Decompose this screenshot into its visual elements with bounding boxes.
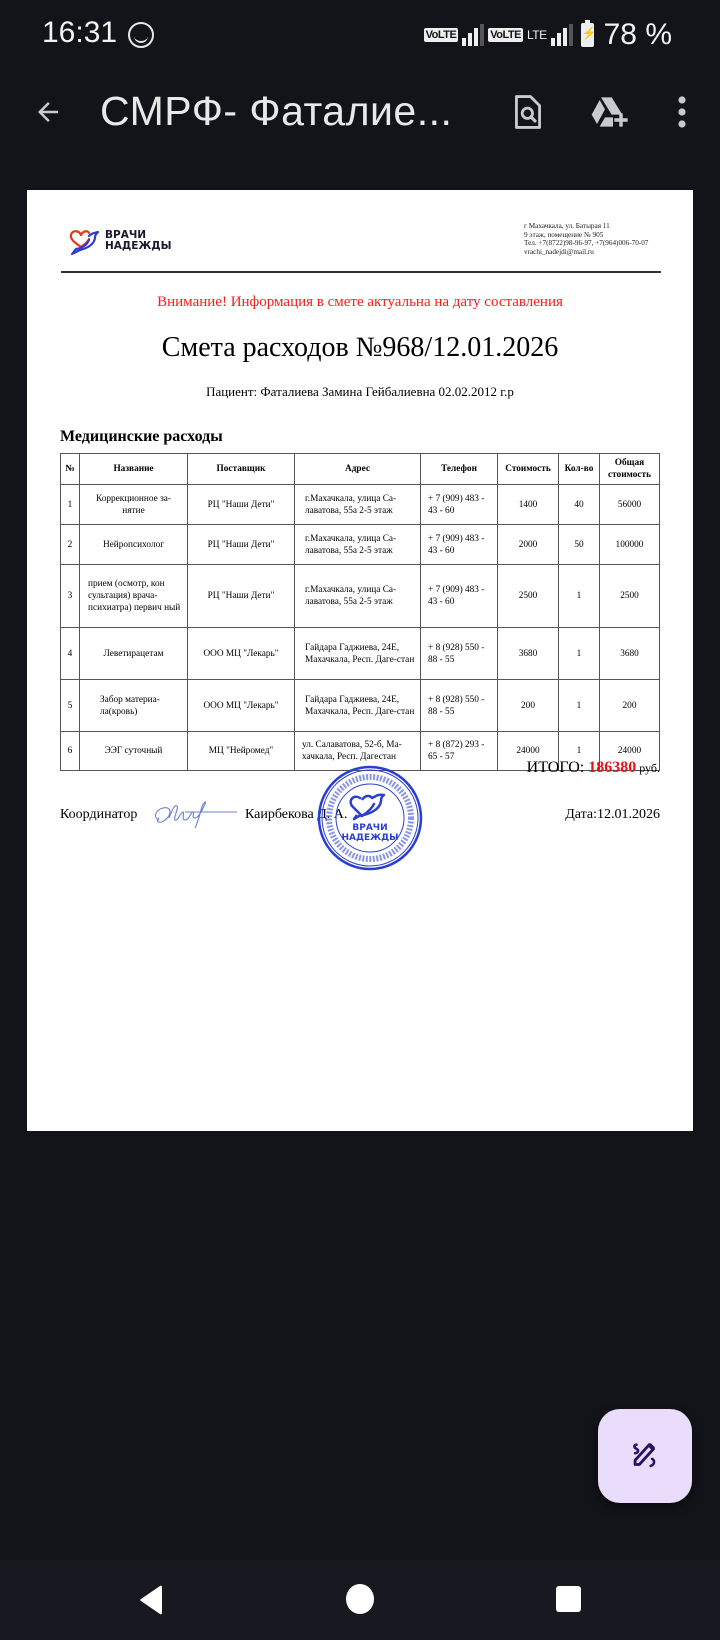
- organization-contacts: г Махачкала, ул. Батырая 11 9 этаж, помещение № 905 Тел. +7(8722)98-96-97, +7(964)006-70-07 vrachi_nadejdi@mail.ru: [524, 222, 649, 256]
- lte-icon: LTE: [526, 28, 547, 42]
- col-header-num: №: [61, 454, 80, 485]
- table-row: 3 прием (осмотр, кон сультация) врача-психиатра) первич ный РЦ "Наши Дети" г.Махачкала, улица Са-лаватова, 55а 2-5 этаж + 7 (909) 483 - 43 - 60 2500 1 2500: [61, 565, 660, 628]
- warning-notice: Внимание! Информация в смете актуальна на дату составления: [157, 294, 563, 310]
- battery-percent: 78 %: [603, 18, 672, 51]
- table-row: 5 Забор материа-ла(кровь) ООО МЦ "Лекарь" Гайдара Гаджиева, 24Е, Махачкала, Респ. Даге-стан + 8 (928) 550 - 88 - 55 200 1 200: [61, 680, 660, 732]
- dnd-icon: [128, 22, 154, 48]
- total-amount: 186380: [588, 759, 637, 776]
- signal-icon-sim2: [551, 24, 573, 46]
- nav-recents-icon[interactable]: [556, 1586, 581, 1612]
- status-time: 16:31: [42, 16, 118, 49]
- header-divider: [61, 271, 661, 273]
- table-row: 1 Коррекционное за-нятие РЦ "Наши Дети" г.Махачкала, улица Са-лаватова, 55а 2-5 этаж + 7 (909) 483 - 43 - 60 1400 40 56000: [61, 485, 660, 525]
- battery-charging-icon: [581, 23, 594, 47]
- coordinator-label: Координатор: [60, 807, 138, 822]
- logo-text: ВРАЧИ НАДЕЖДЫ: [105, 229, 172, 252]
- document-date: Дата:12.01.2026: [565, 807, 660, 822]
- heart-dove-logo-icon: [65, 226, 99, 256]
- more-vert-icon: [677, 95, 687, 129]
- nav-home-icon[interactable]: [346, 1584, 374, 1614]
- back-arrow-icon: [33, 97, 63, 127]
- signature-icon: [145, 790, 241, 838]
- signal-icon-sim1: [462, 24, 484, 46]
- status-bar: [0, 0, 720, 70]
- back-button[interactable]: [26, 90, 70, 134]
- col-header-qty: Кол-во: [559, 454, 600, 485]
- document-title: СМРФ- Фаталие...: [100, 88, 453, 134]
- organization-logo: [65, 226, 172, 256]
- volte-icon: VoLTE: [490, 29, 521, 41]
- pdf-page: [27, 190, 693, 1131]
- annotate-fab[interactable]: [598, 1409, 692, 1503]
- table-row: 6 ЭЭГ суточный МЦ "Нейромед" ул. Салаватова, 52-б, Ма-хачкала, Респ. Дагестан + 8 (872) 293 - 65 - 57 24000 1 24000: [61, 732, 660, 771]
- patient-info: Пациент: Фаталиева Замина Гейбалиевна 02.02.2012 г.р: [206, 384, 514, 399]
- estimate-title: Смета расходов №968/12.01.2026: [161, 332, 559, 363]
- svg-text:НАДЕЖДЫ: НАДЕЖДЫ: [341, 833, 399, 843]
- col-header-name: Название: [80, 454, 188, 485]
- status-icons: [424, 20, 672, 50]
- table-row: 4 Леветирацетам ООО МЦ "Лекарь" Гайдара Гаджиева, 24Е, Махачкала, Респ. Даге-стан + 8 (928) 550 - 88 - 55 3680 1 3680: [61, 628, 660, 680]
- app-bar: [0, 70, 720, 160]
- col-header-total: Общая стоимость: [600, 454, 660, 485]
- grand-total: ИТОГО: 186380 руб.: [526, 759, 660, 776]
- volte-icon: VoLTE: [425, 29, 457, 41]
- add-to-drive-icon: [589, 94, 629, 130]
- col-header-phone: Телефон: [421, 454, 498, 485]
- find-in-page-button[interactable]: [506, 90, 550, 134]
- more-options-button[interactable]: [660, 90, 704, 134]
- find-in-page-icon: [512, 94, 544, 130]
- col-header-supplier: Поставщик: [188, 454, 295, 485]
- coordinator-name: Каирбекова Д. А.: [245, 807, 348, 822]
- add-to-drive-button[interactable]: [587, 90, 631, 134]
- nav-back-icon[interactable]: [138, 1585, 166, 1615]
- col-header-address: Адрес: [295, 454, 421, 485]
- svg-text:ВРАЧИ: ВРАЧИ: [352, 823, 388, 833]
- organization-stamp-icon: [316, 764, 424, 872]
- expenses-table: [60, 453, 660, 771]
- section-title: Медицинские расходы: [60, 428, 223, 445]
- draw-annotate-icon: [628, 1439, 662, 1473]
- table-row: 2 Нейропсихолог РЦ "Наши Дети" г.Махачкала, улица Са-лаватова, 55а 2-5 этаж + 7 (909) 483 - 43 - 60 2000 50 100000: [61, 525, 660, 565]
- table-header-row: [61, 454, 660, 485]
- col-header-price: Стоимость: [498, 454, 559, 485]
